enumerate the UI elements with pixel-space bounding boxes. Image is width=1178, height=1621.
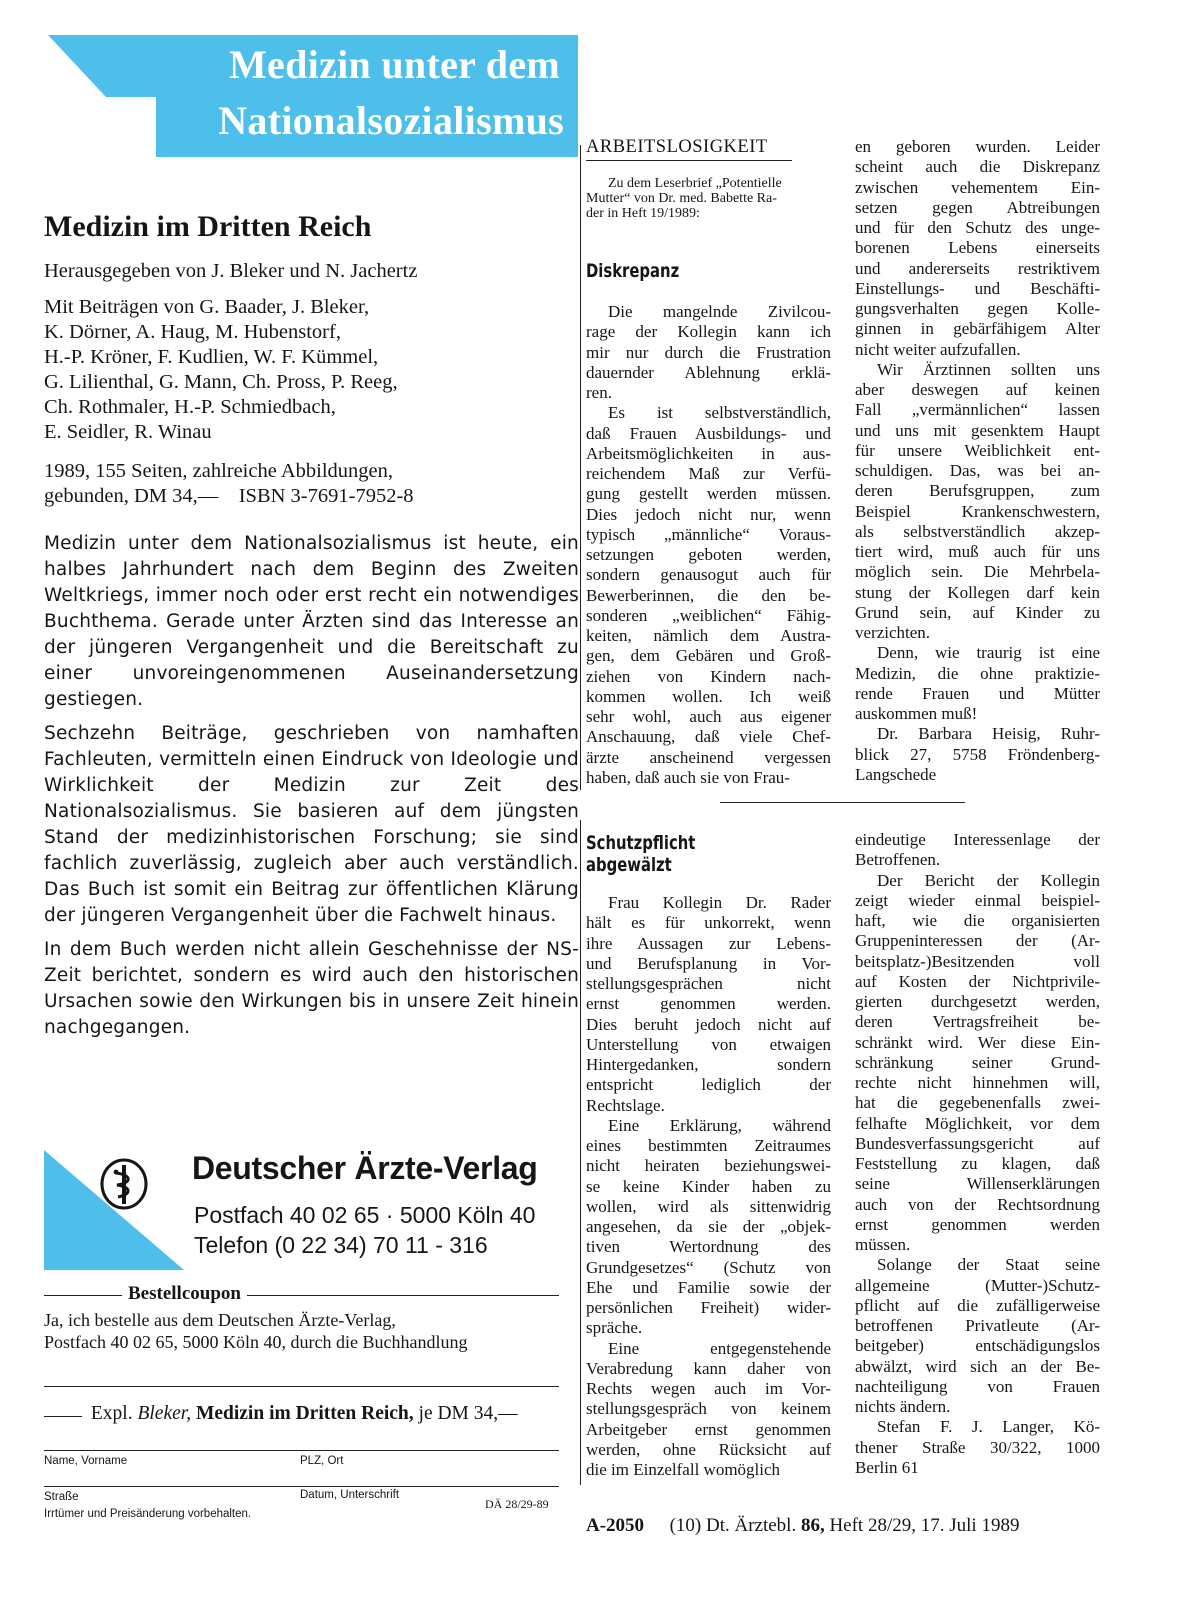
- column-text-line: Beispiel Krankenschwestern,: [855, 501, 1100, 521]
- column-text-line: möglich sein. Die Mehrbela-: [855, 562, 1100, 582]
- column-text-line: Betroffenen.: [855, 850, 941, 870]
- column-text-line: ren.: [586, 383, 612, 402]
- column-text-line: felhafte Möglichkeit, vor dem: [855, 1113, 1100, 1133]
- column-text-line: Dies jedoch nicht nur, wenn: [586, 504, 831, 524]
- column-text-line: Dies beruht jedoch nicht auf: [586, 1014, 831, 1034]
- coupon-code: DÄ 28/29-89: [485, 1497, 549, 1511]
- column-text-line: haben, daß auch sie von Frau-: [586, 767, 790, 787]
- column-text-line: aber deswegen auf keinen: [855, 380, 1100, 399]
- column-text-line: abwälzt, wird sich an der Be-: [855, 1356, 1100, 1376]
- column-text-line: zwischen vehementem Ein-: [855, 177, 1100, 197]
- letter-heading-line: Schutzpflicht: [586, 832, 696, 854]
- column-text-line: sonderen „weiblichen“ Fähig-: [586, 605, 831, 625]
- letter-heading-line: abgewälzt: [586, 854, 672, 876]
- column-text-line: keiten, nämlich dem Austra-: [586, 626, 831, 645]
- column-text-line: und für den Schutz des unge-: [855, 218, 1100, 237]
- column-text-line: wollen, wird als sittenwidrig: [586, 1196, 831, 1216]
- column-text-line: die im Einzelfall womöglich: [586, 1460, 781, 1479]
- column-text-line: mir nur durch die Frustration: [586, 342, 831, 362]
- column-rule: [580, 145, 581, 790]
- column-text-line: entspricht lediglich der: [586, 1075, 831, 1095]
- publisher-name: Deutscher Ärzte-Verlag: [192, 1150, 538, 1186]
- column-text-line: werden, ohne Rücksicht auf: [586, 1439, 831, 1459]
- book-description-paragraph: Sechzehn Beiträge, geschrieben von namhaften Fachleuten, vermitteln einen Eindruck von Ideologie und Wirklichkeit der Medizin zur Zeit des Nationalsozialismus. Sie basieren auf dem jüngsten Stand der medizinhistorischen Forschung; sie sind fachlich zuverlässig, zugleich aber auch verständlich. Das Buch ist somit ein Beitrag zur öffentlichen Klärung der jüngeren Vergangenheit über die Fachwelt hinaus.: [44, 723, 579, 926]
- reference-line: Zu dem Leserbrief „Potentielle: [608, 176, 782, 191]
- column-text-line: eindeutige Interessenlage der: [855, 830, 1100, 849]
- name-field-line[interactable]: [44, 1450, 559, 1451]
- letter-separator: [720, 802, 965, 803]
- column-text-line: Arbeitsmöglichkeiten in aus-: [586, 443, 831, 463]
- column-text-line: setzen gegen Abtreibungen: [855, 197, 1100, 217]
- column-text-line: Feststellung zu klagen, daß: [855, 1154, 1100, 1173]
- column-text-line: reichendem Maß zur Verfü-: [586, 464, 831, 483]
- banner-title-line-1: Medizin unter dem: [229, 42, 560, 87]
- column-text-line: pflicht auf die zufälligerweise: [855, 1295, 1100, 1315]
- column-text-line: rage der Kollegin kann ich: [586, 322, 831, 342]
- column-text-line: Ehe und Familie sowie der: [586, 1277, 831, 1297]
- column-text-line: stellungsgesprächen nicht: [586, 974, 831, 993]
- letter-2-column-1: [586, 893, 831, 1480]
- column-text-line: rende Frauen und Mütter: [855, 683, 1100, 703]
- column-text-line: sehr wohl, auch aus eigener: [586, 707, 831, 726]
- column-text-line: hat die gegebenenfalls zwei-: [855, 1093, 1100, 1113]
- book-publication-info: [44, 459, 579, 509]
- letter-1-column-1: [586, 302, 831, 788]
- column-text-line: Frau Kollegin Dr. Rader: [608, 893, 831, 912]
- column-text-line: Unterstellung von etwaigen: [586, 1034, 831, 1054]
- section-banner: [48, 35, 578, 157]
- column-text-line: deren Berufsgruppen, zum: [855, 481, 1100, 501]
- column-text-line: scheint auch die Diskrepanz: [855, 157, 1100, 177]
- column-text-line: Eine entgegenstehende: [608, 1338, 831, 1358]
- column-text-line: Gruppeninteressen der (Ar-: [855, 931, 1100, 951]
- column-text-line: ginnen in gebärfähigem Alter: [855, 319, 1100, 339]
- column-text-line: und Berufsplanung in Vor-: [586, 953, 831, 973]
- column-text-line: Verabredung kann daher von: [586, 1358, 831, 1378]
- column-text-line: angesehen, da sie der „objek-: [586, 1217, 831, 1236]
- section-label-underline: [586, 160, 792, 161]
- reference-line: der in Heft 19/1989:: [586, 206, 700, 221]
- letter-heading: [586, 832, 695, 876]
- column-text-line: Grundgesetzes“ (Schutz von: [586, 1257, 831, 1277]
- book-contributors: [44, 295, 579, 445]
- book-title: Medizin im Dritten Reich: [44, 210, 372, 243]
- column-text-line: Es ist selbstverständlich,: [608, 403, 831, 423]
- column-text-line: typisch „männliche“ Voraus-: [586, 524, 831, 544]
- contributors-line: E. Seidler, R. Winau: [44, 421, 212, 443]
- column-text-line: tiert wird, muß auch für uns: [855, 542, 1100, 561]
- page-number: A-2050: [586, 1515, 645, 1536]
- order-author: Bleker,: [137, 1403, 192, 1424]
- column-text-line: stellungsgespräch von keinem: [586, 1399, 831, 1419]
- banner-title-line-2: Nationalsozialismus: [218, 98, 564, 143]
- street-field-line[interactable]: [44, 1486, 559, 1487]
- column-text-line: ziehen von Kindern nach-: [586, 666, 831, 686]
- column-text-line: Anschauung, daß viele Chef-: [586, 727, 831, 747]
- plz-field-label: PLZ, Ort: [300, 1455, 344, 1467]
- column-text-line: kommen wollen. Ich weiß: [586, 686, 831, 706]
- column-text-line: en geboren wurden. Leider: [855, 137, 1100, 156]
- column-text-line: Stefan F. J. Langer, Kö-: [877, 1417, 1100, 1437]
- column-text-line: auch von der Rechtsordnung: [855, 1194, 1100, 1214]
- order-price: je DM 34,—: [418, 1403, 518, 1424]
- column-text-line: für unsere Weiblichkeit ent-: [855, 440, 1100, 460]
- book-editors: Herausgegeben von J. Bleker und N. Jachertz: [44, 260, 418, 282]
- publisher-phone: Telefon (0 22 34) 70 11 - 316: [194, 1232, 488, 1258]
- column-text-line: hält es für unkorrekt, wenn: [586, 913, 831, 933]
- column-text-line: daß Frauen Ausbildungs- und: [586, 423, 831, 443]
- column-text-line: Denn, wie traurig ist eine: [877, 643, 1100, 663]
- column-text-line: seine Willenserklärungen: [855, 1174, 1100, 1194]
- coupon-text-line: Postfach 40 02 65, 5000 Köln 40, durch die Buchhandlung: [44, 1332, 468, 1352]
- letter-heading: Diskrepanz: [586, 260, 680, 282]
- column-text-line: Berlin 61: [855, 1457, 919, 1477]
- coupon-divider: [44, 1386, 559, 1387]
- column-text-line: Bundesverfassungsgericht auf: [855, 1133, 1100, 1153]
- order-prefix: Expl.: [90, 1403, 133, 1424]
- column-text-line: und andererseits restriktivem: [855, 258, 1100, 278]
- contributors-line: H.-P. Kröner, F. Kudlien, W. F. Kümmel,: [44, 346, 379, 368]
- column-text-line: verzichten.: [855, 623, 931, 642]
- contributors-line: G. Lilienthal, G. Mann, Ch. Pross, P. Reeg,: [44, 371, 398, 393]
- letter-reference: [586, 176, 831, 221]
- column-text-line: Hintergedanken, sondern: [586, 1055, 831, 1074]
- column-text-line: und uns mit gesenktem Haupt: [855, 420, 1100, 440]
- column-text-line: gungsverhalten gegen Kolle-: [855, 299, 1100, 318]
- column-text-line: Der Bericht der Kollegin: [877, 870, 1100, 890]
- book-description-paragraph: Medizin unter dem Nationalsozialismus ist heute, ein halbes Jahrhundert nach dem Beginn des Zweiten Weltkriegs, immer noch oder erst recht ein notwendiges Buchthema. Gerade unter Ärzten sind das Interesse an der jüngeren Vergangenheit und die Bereitschaft zu einer unvoreingenommenen Auseinandersetzung gestiegen.: [44, 533, 579, 710]
- column-text-line: allgemeine (Mutter-)Schutz-: [855, 1275, 1100, 1295]
- column-text-line: müssen.: [855, 1235, 911, 1254]
- column-text-line: rechte nicht hinnehmen will,: [855, 1073, 1100, 1092]
- column-text-line: thener Straße 30/322, 1000: [855, 1437, 1100, 1457]
- column-text-line: blick 27, 5758 Fröndenberg-: [855, 744, 1100, 764]
- street-field-label: Straße: [44, 1491, 79, 1503]
- contributors-line: Mit Beiträgen von G. Baader, J. Bleker,: [44, 296, 370, 318]
- column-text-line: gen, dem Gebären und Groß-: [586, 646, 831, 666]
- column-text-line: schränkung seiner Grund-: [855, 1052, 1100, 1072]
- issue-suffix: Heft 28/29, 17. Juli 1989: [829, 1515, 1020, 1536]
- column-text-line: schuldigen. Das, was bei an-: [855, 461, 1100, 480]
- column-text-line: nachteiligung von Frauen: [855, 1376, 1100, 1396]
- column-text-line: ernst genommen werden.: [586, 994, 831, 1014]
- coupon-text: [44, 1309, 559, 1353]
- column-text-line: spräche.: [586, 1318, 643, 1338]
- column-text-line: beitgeber) entschädigungslos: [855, 1336, 1100, 1356]
- column-text-line: deren Vertragsfreiheit be-: [855, 1012, 1100, 1032]
- column-text-line: als selbstverständlich akzep-: [855, 521, 1100, 541]
- column-text-line: sondern genausogut auch für: [586, 565, 831, 585]
- letter-2-column-2: [855, 830, 1100, 1478]
- publisher-address: Postfach 40 02 65 · 5000 Köln 40: [194, 1202, 536, 1228]
- name-field-label: Name, Vorname: [44, 1455, 128, 1467]
- column-rule: [580, 820, 581, 1485]
- order-quantity-line: [44, 1403, 564, 1425]
- column-text-line: Die mangelnde Zivilcou-: [608, 302, 831, 321]
- book-advertisement: [44, 210, 579, 1049]
- column-text-line: Solange der Staat seine: [877, 1255, 1100, 1275]
- column-text-line: schränkt wird. Wer diese Ein-: [855, 1032, 1100, 1052]
- column-text-line: Einstellungs- und Beschäfti-: [855, 278, 1100, 298]
- reference-line: Mutter“ von Dr. med. Babette Ra-: [586, 191, 777, 206]
- letter-1-column-2: [855, 137, 1100, 785]
- date-field-label: Datum, Unterschrift: [300, 1489, 400, 1501]
- column-text-line: Wir Ärztinnen sollten uns: [877, 359, 1100, 379]
- column-text-line: nichts ändern.: [855, 1397, 951, 1416]
- coupon-heading: Bestellcoupon: [122, 1283, 247, 1305]
- column-text-line: auf Kosten der Nichtprivile-: [855, 971, 1100, 991]
- column-text-line: haft, wie die organisierten: [855, 911, 1100, 930]
- aesculapian-staff-icon: [99, 1157, 149, 1211]
- order-title: Medizin im Dritten Reich,: [195, 1403, 414, 1424]
- section-label: ARBEITSLOSIGKEIT: [586, 137, 768, 157]
- column-text-line: dauernder Ablehnung erklä-: [586, 362, 831, 382]
- contributors-line: K. Dörner, A. Haug, M. Hubenstorf,: [44, 321, 341, 343]
- page-footer: [586, 1515, 1019, 1537]
- column-text-line: se keine Kinder haben zu: [586, 1176, 831, 1196]
- column-text-line: nicht heiraten beziehungswei-: [586, 1156, 831, 1176]
- coupon-heading-row: [44, 1283, 559, 1307]
- column-text-line: ernst genommen werden: [855, 1214, 1100, 1234]
- column-text-line: Rechts wegen auch im Vor-: [586, 1379, 831, 1398]
- issue-prefix: (10) Dt. Ärztebl.: [669, 1515, 797, 1536]
- column-text-line: zeigt wieder einmal beispiel-: [855, 890, 1100, 910]
- column-text-line: ärzte anscheinend vergessen: [586, 747, 831, 767]
- column-text-line: eines bestimmten Zeitraumes: [586, 1136, 831, 1155]
- column-text-line: Grund sein, auf Kinder zu: [855, 602, 1100, 622]
- column-text-line: gierten durchgesetzt werden,: [855, 992, 1100, 1011]
- coupon-disclaimer: Irrtümer und Preisänderung vorbehalten.: [44, 1508, 252, 1520]
- column-text-line: Eine Erklärung, während: [608, 1115, 831, 1135]
- contributors-line: Ch. Rothmaler, H.-P. Schmiedbach,: [44, 396, 336, 418]
- column-text-line: Langschede: [855, 764, 937, 784]
- column-text-line: nicht weiter aufzufallen.: [855, 339, 1021, 359]
- coupon-text-line: Ja, ich bestelle aus dem Deutschen Ärzte-Verlag,: [44, 1310, 396, 1330]
- column-text-line: Dr. Barbara Heisig, Ruhr-: [877, 724, 1100, 744]
- order-coupon: [44, 1283, 559, 1353]
- column-text-line: Arbeitgeber ernst genommen: [586, 1419, 831, 1439]
- book-description-paragraph: In dem Buch werden nicht allein Geschehnisse der NS-Zeit berichtet, sondern es wird auch den historischen Ursachen sowie den Wirkungen bis in unsere Zeit hinein nachgegangen.: [44, 939, 579, 1038]
- column-text-line: Bewerberinnen, die den be-: [586, 585, 831, 605]
- column-text-line: setzungen geboten werden,: [586, 545, 831, 564]
- column-text-line: persönlichen Freiheit) wider-: [586, 1298, 831, 1317]
- pub-info-line: gebunden, DM 34,— ISBN 3-7691-7952-8: [44, 485, 414, 507]
- quantity-field[interactable]: [44, 1416, 82, 1417]
- column-text-line: ihre Aussagen zur Lebens-: [586, 933, 831, 953]
- column-text-line: auskommen muß!: [855, 704, 978, 723]
- column-text-line: Fall „vermännlichen“ lassen: [855, 400, 1100, 420]
- pub-info-line: 1989, 155 Seiten, zahlreiche Abbildungen,: [44, 460, 393, 482]
- column-text-line: Medizin, die ohne praktizie-: [855, 663, 1100, 683]
- column-text-line: beitsplatz-)Besitzenden voll: [855, 951, 1100, 971]
- publisher-block: [44, 1150, 564, 1270]
- column-text-line: stung der Kollegen darf kein: [855, 582, 1100, 602]
- column-text-line: borenen Lebens einerseits: [855, 238, 1100, 258]
- column-text-line: gung gestellt werden müssen.: [586, 484, 831, 504]
- column-text-line: Rechtslage.: [586, 1095, 665, 1115]
- column-text-line: tiven Wertordnung des: [586, 1237, 831, 1257]
- column-text-line: betroffenen Privatleute (Ar-: [855, 1316, 1100, 1335]
- volume-number: 86,: [800, 1515, 825, 1536]
